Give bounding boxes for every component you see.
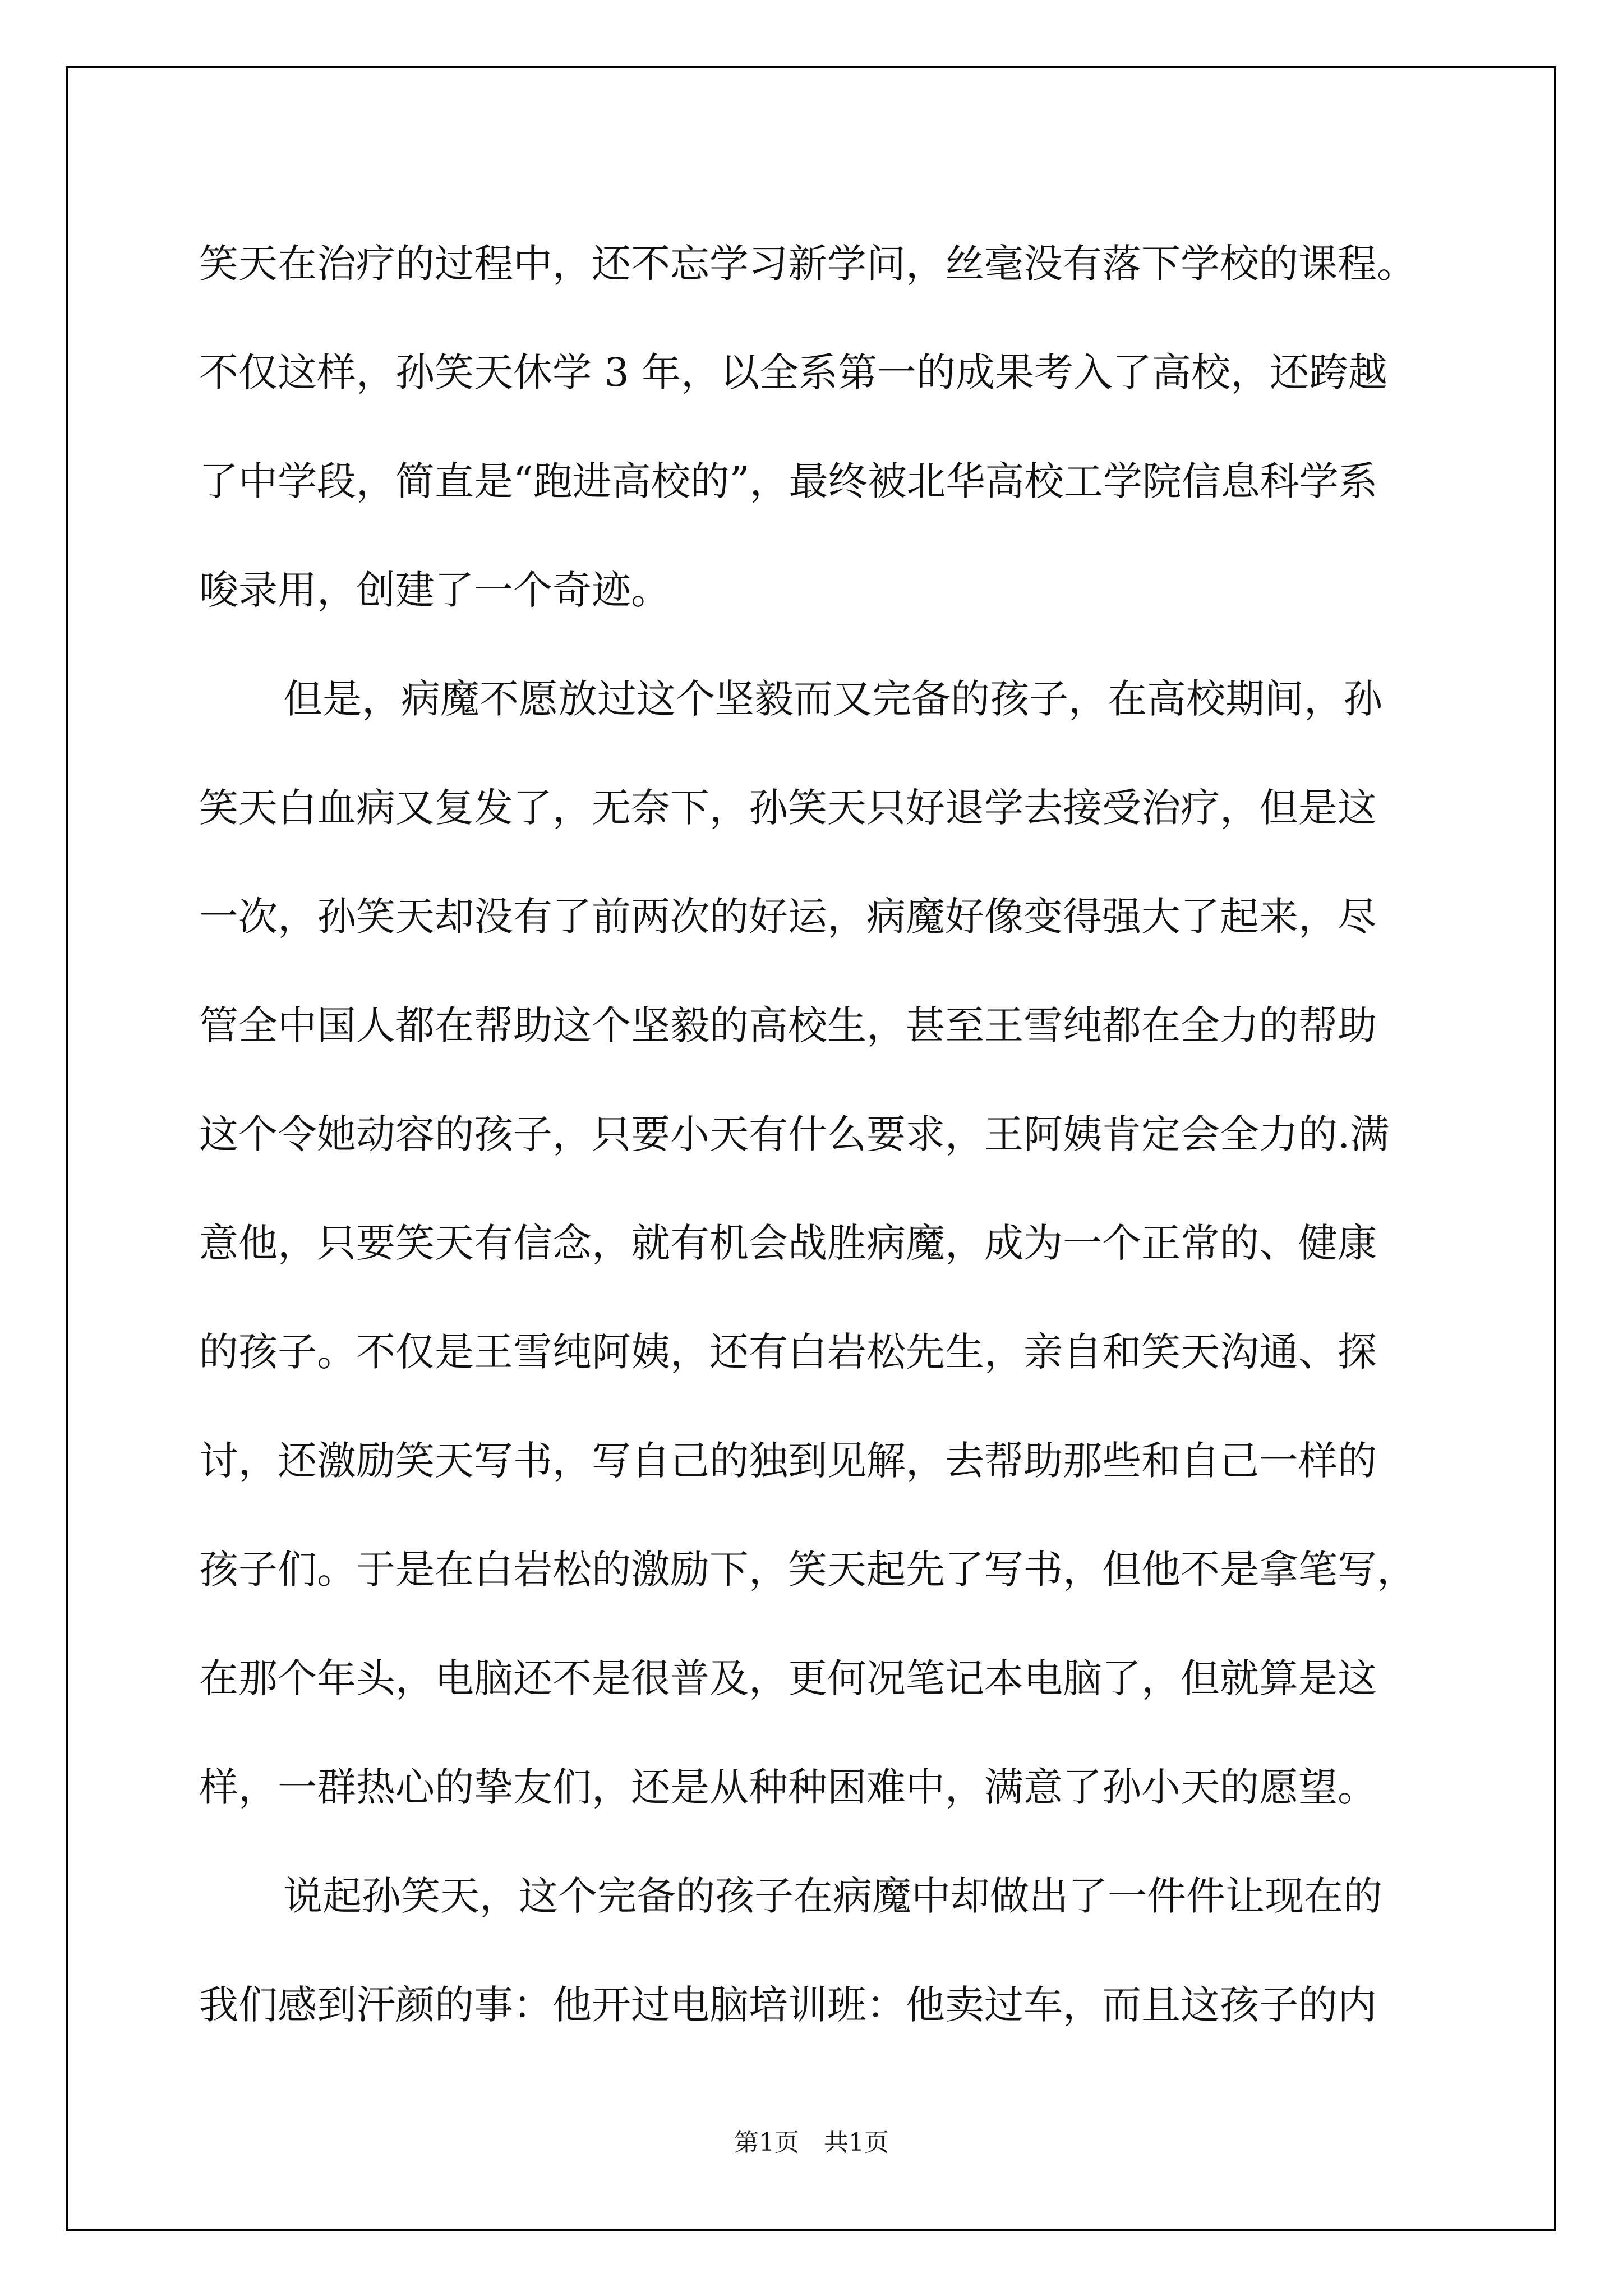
text-line: 了中学段，简直是“跑进高校的”，最终被北华高校工学院信息科学系 xyxy=(199,458,1378,504)
paragraph-2 xyxy=(199,645,1433,1842)
page-footer: 第1页 共1页 xyxy=(734,2128,889,2157)
text-line: 笑天白血病又复发了，无奈下，孙笑天只好退学去接受治疗，但是这 xyxy=(199,785,1377,831)
text-line: 管全中国人都在帮助这个坚毅的高校生，甚至王雪纯都在全力的帮助 xyxy=(199,1002,1377,1048)
text-line: 不仅这样，孙笑天休学 3 年，以全系第一的成果考入了高校，还跨越 xyxy=(199,349,1388,395)
text-line: 说起孙笑天，这个完备的孩子在病魔中却做出了一件件让现在的 xyxy=(283,1873,1382,1919)
text-line: 样，一群热心的挚友们，还是从种种困难中，满意了孙小天的愿望。 xyxy=(199,1764,1377,1810)
paragraph-3 xyxy=(199,1842,1433,2059)
text-line: 的孩子。不仅是王雪纯阿姨，还有白岩松先生，亲自和笑天沟通、探 xyxy=(199,1329,1377,1375)
text-line: 这个令她动容的孩子，只要小天有什么要求，王阿姨肯定会全力的.满 xyxy=(199,1111,1390,1157)
text-line: 笑天在治疗的过程中，还不忘学习新学问，丝毫没有落下学校的课程。 xyxy=(199,241,1416,287)
text-line: 孩子们。于是在白岩松的激励下，笑天起先了写书，但他不是拿笔写， xyxy=(199,1547,1416,1593)
text-line: 一次，孙笑天却没有了前两次的好运，病魔好像变得强大了起来，尽 xyxy=(199,894,1377,940)
text-line: 唆录用，创建了一个奇迹。 xyxy=(199,567,670,613)
text-line: 讨，还激励笑天写书，写自己的独到见解，去帮助那些和自己一样的 xyxy=(199,1438,1377,1484)
text-line: 我们感到汗颜的事：他开过电脑培训班：他卖过车，而且这孩子的内 xyxy=(199,1982,1377,2028)
text-line: 意他，只要笑天有信念，就有机会战胜病魔，成为一个正常的、健康 xyxy=(199,1220,1377,1266)
text-line: 但是，病魔不愿放过这个坚毅而又完备的孩子，在高校期间，孙 xyxy=(283,676,1382,722)
text-line: 在那个年头，电脑还不是很普及，更何况笔记本电脑了，但就算是这 xyxy=(199,1655,1377,1701)
document-body xyxy=(199,209,1433,2059)
paragraph-1 xyxy=(199,209,1433,645)
